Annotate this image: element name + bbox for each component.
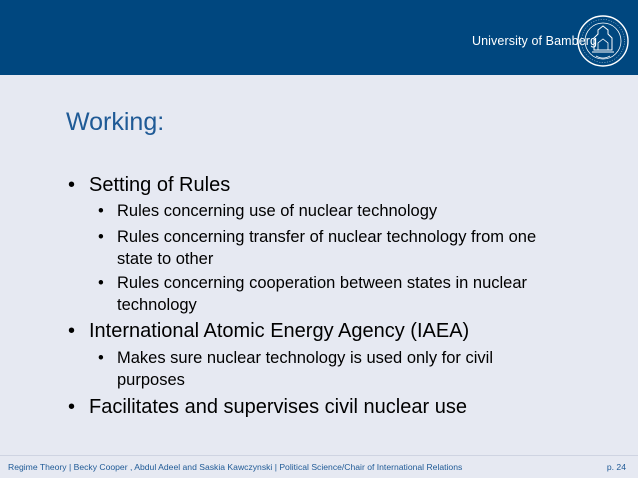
slide-title: Working: <box>66 108 165 136</box>
bullet-text: International Atomic Energy Agency (IAEA) <box>89 320 470 342</box>
bullet-glyph: • <box>68 396 76 418</box>
bullet-glyph: • <box>98 274 104 292</box>
bullet-glyph: • <box>98 349 104 367</box>
bullet-glyph: • <box>68 174 76 196</box>
bullet-text: Facilitates and supervises civil nuclear use <box>89 396 467 418</box>
university-name: University of Bamberg <box>472 34 598 48</box>
footer-divider <box>0 455 638 456</box>
bullet-glyph: • <box>98 202 104 220</box>
sub-bullet-text: Rules concerning transfer of nuclear technology from one state to other <box>117 228 537 268</box>
bullet-text: Setting of Rules <box>89 174 231 196</box>
bullet-glyph: • <box>98 228 104 246</box>
sub-bullet-text: Rules concerning use of nuclear technology <box>117 202 438 220</box>
sub-bullet-text: Rules concerning cooperation between states in nuclear technology <box>117 274 528 314</box>
footer-text: Regime Theory | Becky Cooper , Abdul Adeel and Saskia Kawczynski | Political Science/Chair of International Relations <box>8 462 463 472</box>
bullet-glyph: • <box>68 320 76 342</box>
sub-bullet-text: Makes sure nuclear technology is used only for civil purposes <box>117 349 494 389</box>
page-number: p. 24 <box>606 462 626 472</box>
